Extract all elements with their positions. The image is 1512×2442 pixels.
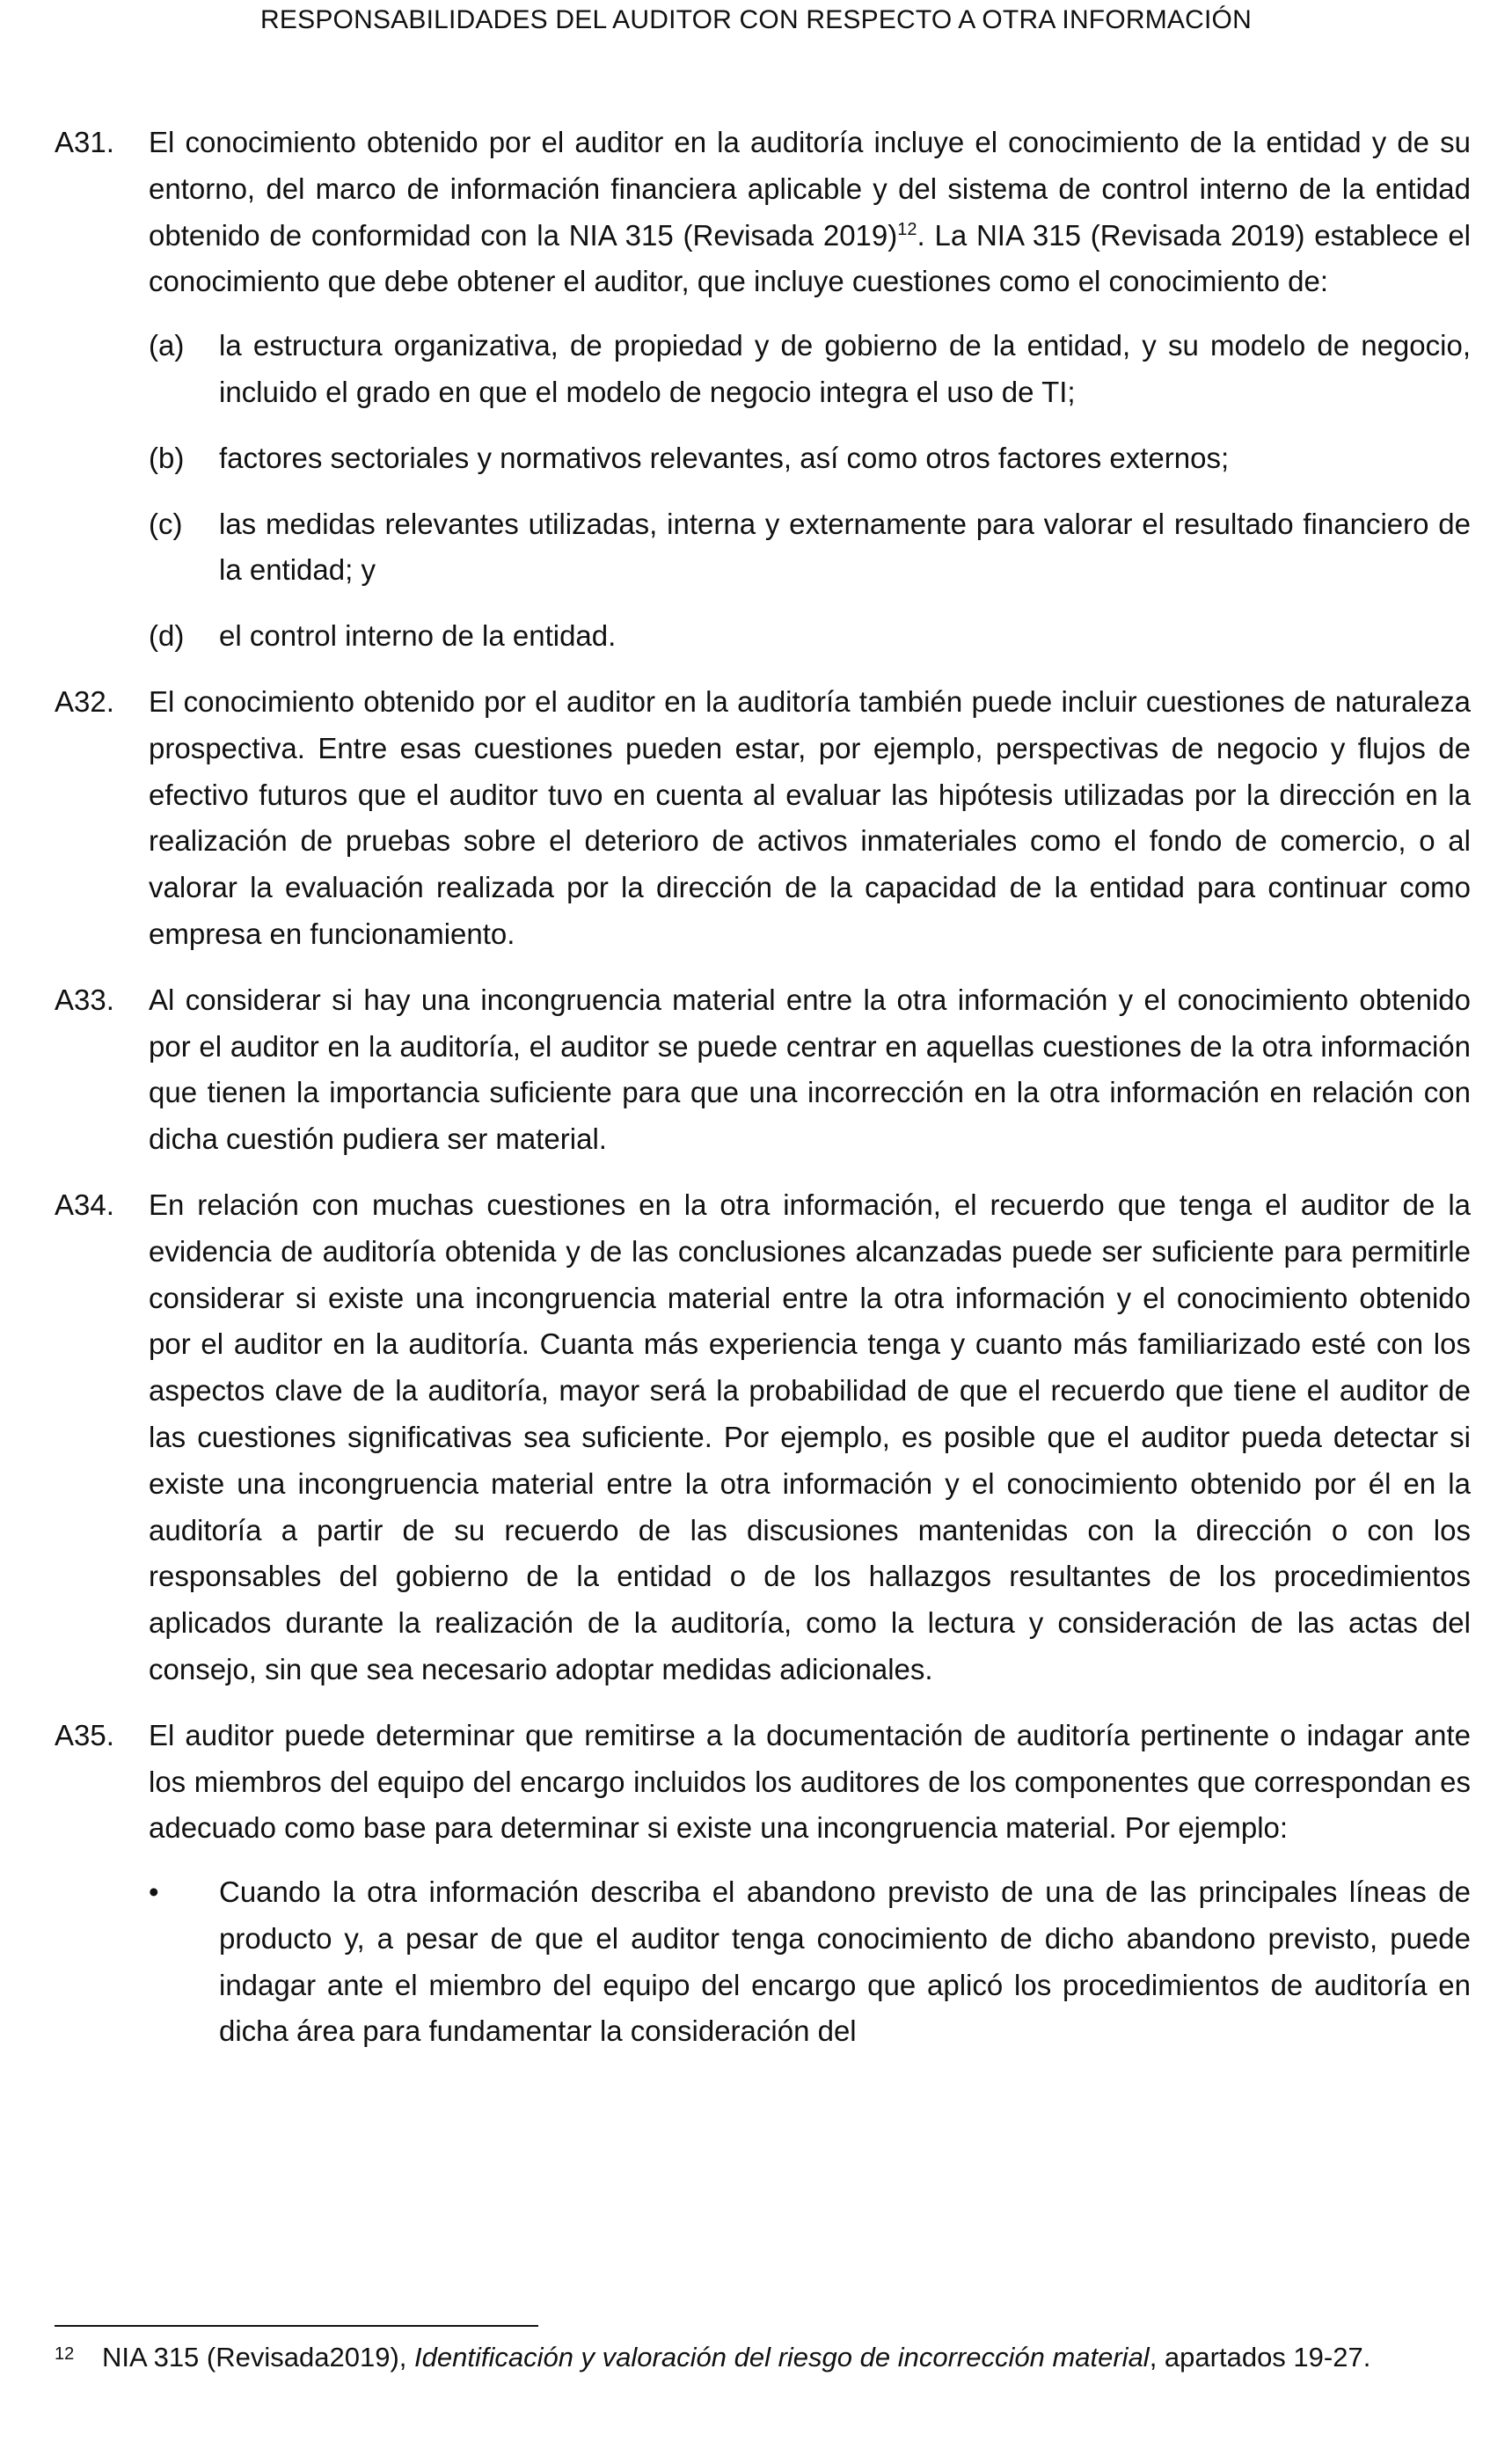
bullet-item bbox=[149, 1869, 1471, 2055]
paragraph-text: El conocimiento obtenido por el auditor en la auditoría también puede incluir cuestiones de naturaleza prospectiva. Entre esas cuestiones pueden estar, por ejemplo, perspectivas de negocio y flujos de efectivo futuros que el auditor tuvo en cuenta al evaluar las hipótesis utilizadas por la dirección en la realización de pruebas sobre el deterioro de activos inmateriales como el fondo de comercio, o al valorar la evaluación realizada por la dirección de la capacidad de la entidad para continuar como empresa en funcionamiento. bbox=[149, 684, 1471, 950]
paragraph-a34 bbox=[55, 1182, 1471, 1693]
sub-item-text: la estructura organizativa, de propiedad y de gobierno de la entidad, y su modelo de negocio, incluido el grado en que el modelo de negocio integra el uso de TI; bbox=[219, 329, 1471, 408]
footnote-text-end: , apartados 19-27. bbox=[1149, 2342, 1371, 2373]
sub-item bbox=[149, 613, 1471, 660]
paragraph-number: A35. bbox=[55, 1718, 114, 1751]
paragraph-number: A34. bbox=[55, 1188, 114, 1221]
paragraph-text: El conocimiento obtenido por el auditor en la auditoría incluye el conocimiento de la entidad y de su entorno, del marco de información financiera aplicable y del sistema de control interno de la entidad obtenido de conformidad con la NIA 315 (Revisada 2019) bbox=[149, 126, 1471, 252]
footnote-text: NIA 315 (Revisada2019), bbox=[102, 2342, 414, 2373]
sub-item-label: (a) bbox=[149, 329, 185, 362]
paragraph-number: A32. bbox=[55, 684, 114, 718]
paragraph-number: A33. bbox=[55, 983, 114, 1016]
paragraph-text: El auditor puede determinar que remitirse a la documentación de auditoría pertinente o indagar ante los miembros del equipo del encargo incluidos los auditores de los componentes que correspondan es adecuado como base para determinar si existe una incongruencia material. Por ejemplo: bbox=[149, 1718, 1471, 1845]
sub-item bbox=[149, 501, 1471, 595]
page-body bbox=[55, 120, 1471, 2074]
paragraph-text: En relación con muchas cuestiones en la otra información, el recuerdo que tenga el auditor de la evidencia de auditoría obtenida y de las conclusiones alcanzadas puede ser suficiente para permitirle considerar si existe una incongruencia material entre la otra información y el conocimiento obtenido por el auditor en la auditoría. Cuanta más experiencia tenga y cuanto más familiarizado esté con los aspectos clave de la auditoría, mayor será la probabilidad de que el recuerdo que tiene el auditor de las cuestiones significativas sea suficiente. Por ejemplo, es posible que el auditor pueda detectar si existe una incongruencia material entre la otra información y el conocimiento obtenido por él en la auditoría a partir de su recuerdo de las discusiones mantenidas con la dirección o con los responsables del gobierno de la entidad o de los hallazgos resultantes de los procedimientos aplicados durante la realización de la auditoría, como la lectura y consideración de las actas del consejo, sin que sea necesario adoptar medidas adicionales. bbox=[149, 1188, 1471, 1685]
sub-item-label: (d) bbox=[149, 619, 185, 653]
footnote bbox=[55, 2338, 1471, 2377]
sub-item-list bbox=[149, 323, 1471, 660]
footnote-title: Identificación y valoración del riesgo de incorrección material bbox=[414, 2342, 1150, 2373]
sub-item bbox=[149, 435, 1471, 482]
sub-item-label: (c) bbox=[149, 507, 183, 540]
paragraph-a32 bbox=[55, 679, 1471, 958]
paragraph-text-continued: . La NIA 315 (Revisada 2019) establece el conocimiento que debe obtener el auditor, que incluye cuestiones como el conocimiento de: bbox=[149, 218, 1472, 298]
sub-item-label: (b) bbox=[149, 441, 185, 474]
sub-item-text: factores sectoriales y normativos relevantes, así como otros factores externos; bbox=[219, 441, 1230, 474]
footnote-reference[interactable]: 12 bbox=[897, 219, 917, 239]
sub-item-text: las medidas relevantes utilizadas, interna y externamente para valorar el resultado financiero de la entidad; y bbox=[219, 507, 1471, 587]
footnote-number: 12 bbox=[55, 2344, 75, 2364]
footnote-divider bbox=[55, 2325, 538, 2327]
paragraph-a35 bbox=[55, 1713, 1471, 2056]
sub-item-text: el control interno de la entidad. bbox=[219, 619, 617, 653]
paragraph-a31 bbox=[55, 120, 1471, 660]
paragraph-number: A31. bbox=[55, 126, 114, 158]
sub-item bbox=[149, 323, 1471, 416]
bullet-text: Cuando la otra información describa el abandono previsto de una de las principales líneas de producto y, a pesar de que el auditor tenga conocimiento de dicho abandono previsto, puede indagar ante el miembro del equipo del encargo que aplicó los procedimientos de auditoría en dicha área para fundamentar la consideración del bbox=[219, 1875, 1471, 2048]
paragraph-a33 bbox=[55, 977, 1471, 1163]
running-header: RESPONSABILIDADES DEL AUDITOR CON RESPECTO A OTRA INFORMACIÓN bbox=[260, 5, 1252, 34]
paragraph-text: Al considerar si hay una incongruencia material entre la otra información y el conocimiento obtenido por el auditor en la auditoría, el auditor se puede centrar en aquellas cuestiones de la otra información que tienen la importancia suficiente para que una incorrección en la otra información en relación con dicha cuestión pudiera ser material. bbox=[149, 983, 1471, 1156]
bullet-icon: • bbox=[149, 1875, 159, 1909]
